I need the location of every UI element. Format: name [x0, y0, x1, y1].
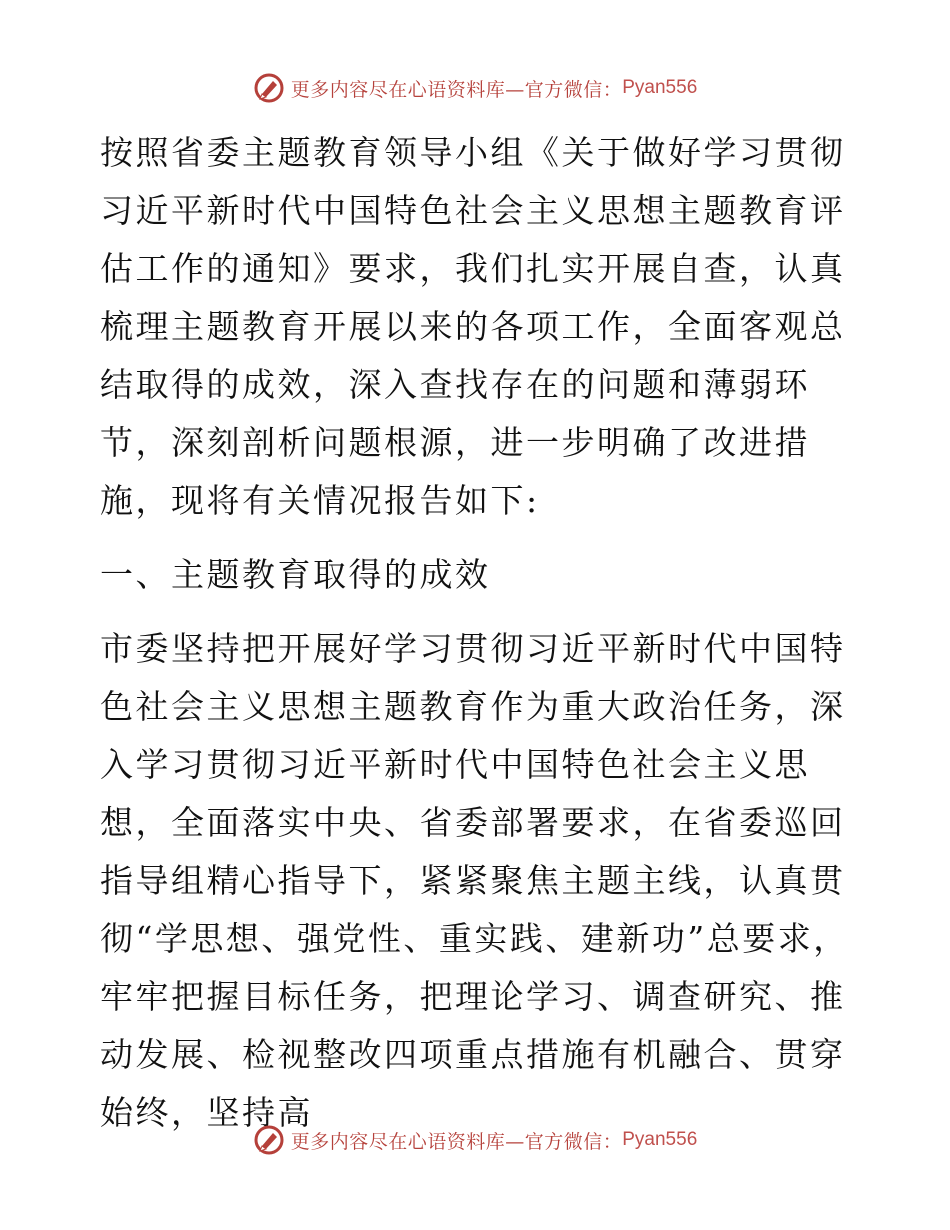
section-heading: 一、主题教育取得的成效 [100, 555, 491, 594]
header-watermark [0, 72, 950, 104]
watermark-text: 更多内容尽在心语资料库—官方微信： [290, 78, 623, 101]
document-body [100, 124, 860, 1142]
pen-circle-logo-icon [253, 1124, 285, 1156]
watermark-wechat-id: Pyan556 [622, 1129, 698, 1150]
paragraph-intro: 按照省委主题教育领导小组《关于做好学习贯彻习近平新时代中国特色社会主义思想主题教育评估工作的通知》要求，我们扎实开展自查，认真梳理主题教育开展以来的各项工作，全面客观总结取得的成效，深入查找存在的问题和薄弱环节，深刻剖析问题根源，进一步明确了改进措施，现将有关情况报告如下: [100, 133, 846, 520]
footer-watermark [0, 1124, 950, 1156]
paragraph-achievements: 市委坚持把开展好学习贯彻习近平新时代中国特色社会主义思想主题教育作为重大政治任务，深入学习贯彻习近平新时代中国特色社会主义思想，全面落实中央、省委部署要求，在省委巡回指导组精心指导下，紧紧聚焦主题主线，认真贯彻“学思想、强党性、重实践、建新功”总要求，牢牢把握目标任务，把理论学习、调查研究、推动发展、检视整改四项重点措施有机融合、贯穿始终，坚持高 [100, 629, 849, 1132]
watermark-wechat-id: Pyan556 [622, 77, 698, 98]
pen-circle-logo-icon [253, 72, 285, 104]
watermark-text: 更多内容尽在心语资料库—官方微信： [290, 1130, 623, 1153]
